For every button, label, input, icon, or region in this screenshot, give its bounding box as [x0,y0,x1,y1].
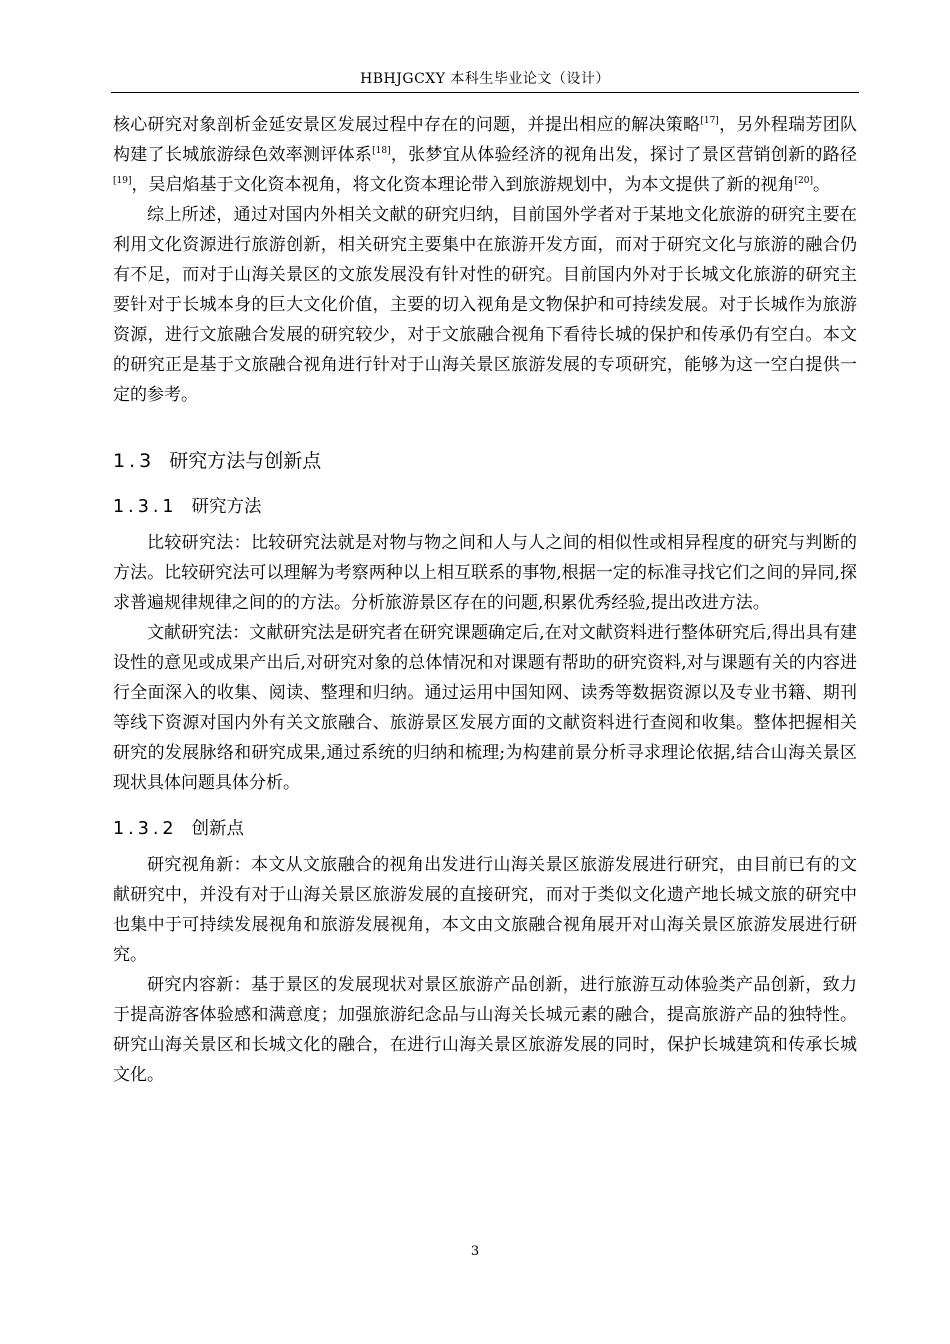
section-heading-1-3-1 [113,492,857,522]
section-number: 1.3.2 [113,819,178,839]
paragraph-comparative-method: 比较研究法：比较研究法就是对物与物之间和人与人之间的相似性或相异程度的研究与判断的方法。比较研究法可以理解为考察两种以上相互联系的事物,根据一定的标准寻找它们之间的异同,探求普遍规律规律之间的的方法。分析旅游景区存在的问题,积累优秀经验,提出改进方法。 [113,533,857,613]
paragraph-summary: 综上所述，通过对国内外相关文献的研究归纳，目前国外学者对于某地文化旅游的研究主要在利用文化资源进行旅游创新，相关研究主要集中在旅游开发方面，而对于研究文化与旅游的融合仍有不足，而对于山海关景区的文旅发展没有针对性的研究。目前国内外对于长城文化旅游的研究主要针对于长城本身的巨大文化价值，主要的切入视角是文物保护和可持续发展。对于长城作为旅游资源，进行文旅融合发展的研究较少，对于文旅融合视角下看待长城的保护和传承仍有空白。本文的研究正是基于文旅融合视角进行针对于山海关景区旅游发展的专项研究，能够为这一空白提供一定的参考。 [113,205,857,405]
page-header: HBHJGCXY 本科生毕业论文（设计） [360,71,610,87]
paragraph-continued [113,110,857,200]
text-run: 。 [812,175,830,195]
section-title: 研究方法 [191,497,262,517]
citation-20: [20] [794,176,813,186]
citation-17: [17] [700,116,719,126]
section-number: 1.3.1 [113,497,178,517]
section-heading-1-3 [113,446,857,476]
section-title: 研究方法与创新点 [169,450,322,472]
section-number: 1.3 [113,450,156,472]
header-rule [111,92,859,93]
section-heading-1-3-2 [113,814,857,844]
citation-19: [19] [113,176,132,186]
paragraph-literature-method: 文献研究法：文献研究法是研究者在研究课题确定后,在对文献资料进行整体研究后,得出具有建设性的意见或成果产出后,对研究对象的总体情况和对课题有帮助的研究资料,对与课题有关的内容进行全面深入的收集、阅读、整理和归纳。通过运用中国知网、读秀等数据资源以及专业书籍、期刊等线下资源对国内外有关文旅融合、旅游景区发展方面的文献资料进行查阅和收集。整体把握相关研究的发展脉络和研究成果,通过系统的归纳和梳理;为构建前景分析寻求理论依据,结合山海关景区现状具体问题具体分析。 [113,623,857,793]
text-run: 核心研究对象剖析金延安景区发展过程中存在的问题，并提出相应的解决策略 [113,115,701,135]
text-run: ，另外程瑞芳团队构建了长城旅游绿色效率测评体系 [113,115,858,165]
page-number: 3 [470,1244,480,1259]
paragraph-new-perspective: 研究视角新：本文从文旅融合的视角出发进行山海关景区旅游发展进行研究，由目前已有的文献研究中，并没有对于山海关景区旅游发展的直接研究，而对于类似文化遗产地长城文旅的研究中也集中于可持续发展视角和旅游发展视角，本文由文旅融合视角展开对山海关景区旅游发展进行研究。 [113,855,857,965]
page-body [113,110,857,1090]
paragraph-new-content: 研究内容新：基于景区的发展现状对景区旅游产品创新，进行旅游互动体验类产品创新，致力于提高游客体验感和满意度；加强旅游纪念品与山海关长城元素的融合，提高旅游产品的独特性。研究山海关景区和长城文化的融合，在进行山海关景区旅游发展的同时，保护长城建筑和传承长城文化。 [113,975,857,1085]
text-run: ，吴启焰基于文化资本视角，将文化资本理论带入到旅游规划中，为本文提供了新的视角 [131,175,795,195]
citation-18: [18] [372,146,391,156]
text-run: ，张梦宜从体验经济的视角出发，探讨了景区营销创新的路径 [390,145,858,165]
section-title: 创新点 [191,819,245,839]
